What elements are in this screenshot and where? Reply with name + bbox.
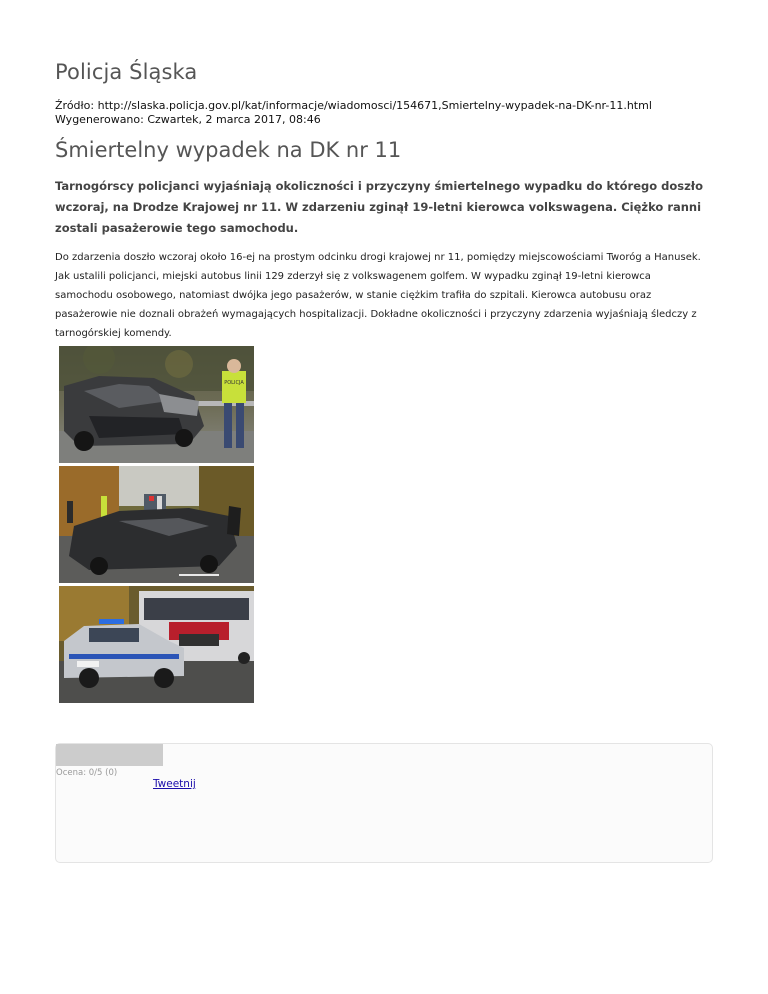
- accident-photo-police-bus[interactable]: [59, 586, 254, 703]
- meta-info: [55, 99, 652, 127]
- source-url: http://slaska.policja.gov.pl/kat/informacje/wiadomosci/154671,Smiertelny-wypadek-na-DK-nr-11.html: [97, 99, 652, 112]
- tweet-link[interactable]: Tweetnij: [153, 778, 196, 790]
- article-body: Do zdarzenia doszło wczoraj około 16-ej na prostym odcinku drogi krajowej nr 11, pomiędzy miejscowościami Tworóg a Hanusek. Jak ustalili policjanci, miejski autobus linii 129 zderzył się z volkswagenem golfem. W wypadku zginął 19-letni kierowca samochodu osobowego, natomiast dwójka jego pasażerów, w stanie ciężkim trafiła do szpitali. Kierowca autobusu oraz pasażerowie nie doznali obrażeń wymagających hospitalizacji. Dokładne okoliczności i przyczyny zdarzenia wyjaśniają śledczy z tarnogórskiej komendy.: [55, 252, 701, 339]
- source-label: Źródło:: [55, 99, 95, 112]
- vest-text: POLICJA: [224, 380, 244, 386]
- site-title: Policja Śląska: [55, 60, 198, 84]
- generated-date: Czwartek, 2 marca 2017, 08:46: [147, 113, 321, 126]
- article-title: Śmiertelny wypadek na DK nr 11: [55, 138, 402, 162]
- article-lead: Tarnogórscy policjanci wyjaśniają okoliczności i przyczyny śmiertelnego wypadku do którego doszło wczoraj, na Drodze Krajowej nr 11. W zdarzeniu zginął 19-letni kierowca volkswagena. Ciężko ranni zostali pasażerowie tego samochodu.: [55, 179, 703, 235]
- rating-box: [55, 743, 713, 863]
- source-line: [55, 99, 652, 113]
- generated-line: [55, 113, 652, 127]
- accident-photo-wrecked-car[interactable]: [59, 346, 254, 463]
- accident-photo-road-wreck[interactable]: [59, 466, 254, 583]
- rating-stars-bar[interactable]: [56, 744, 163, 766]
- generated-label: Wygenerowano:: [55, 113, 144, 126]
- rating-label: Ocena: 0/5 (0): [56, 768, 118, 778]
